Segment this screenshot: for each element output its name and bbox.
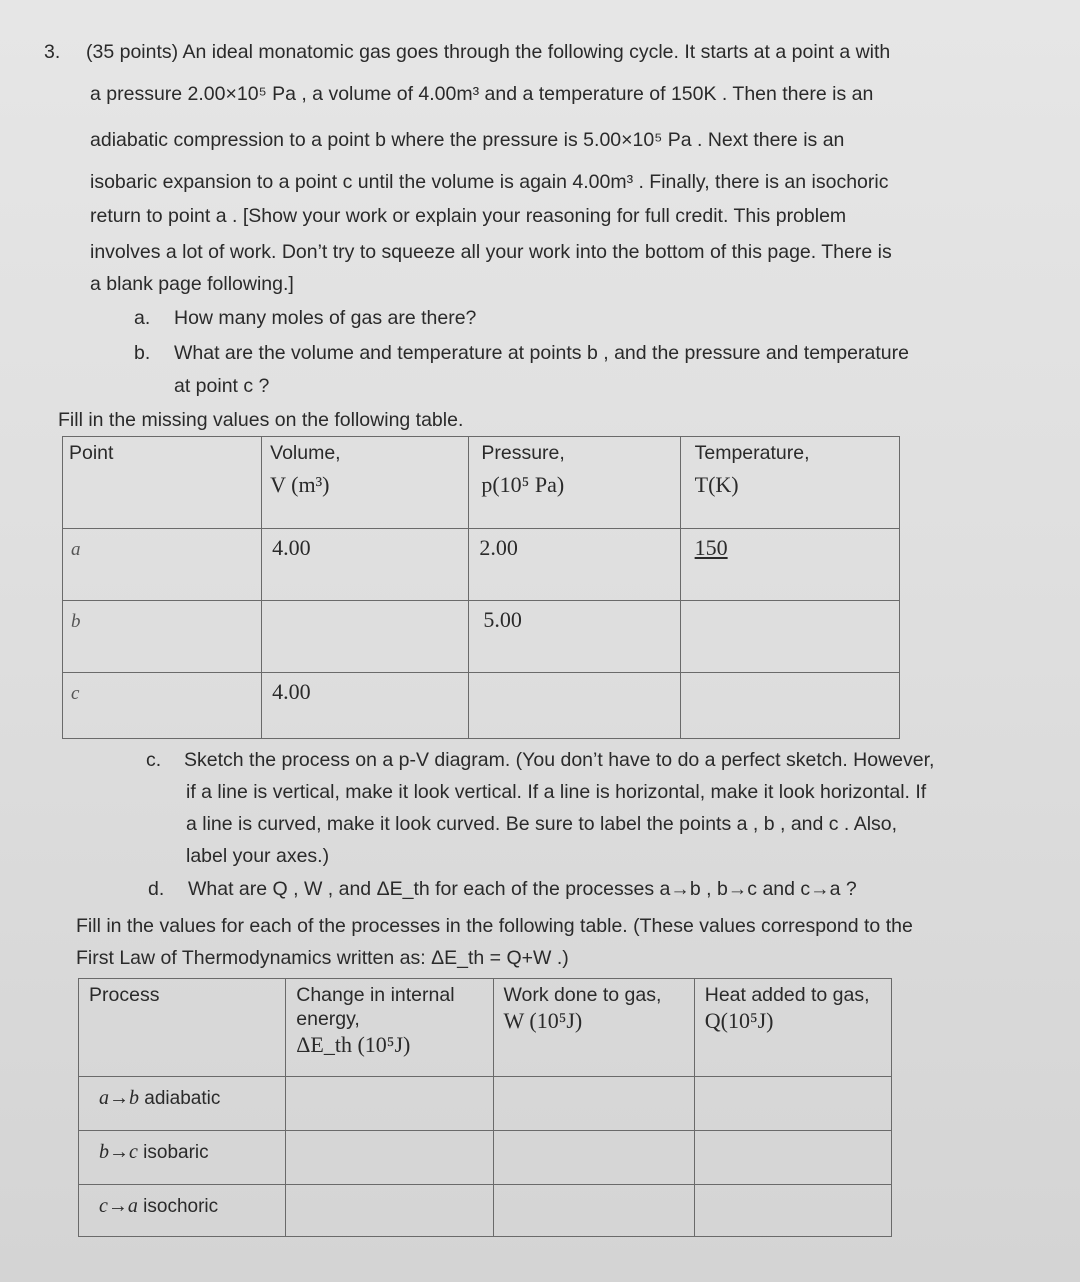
table-row bbox=[63, 673, 900, 739]
table-row bbox=[79, 1185, 892, 1237]
work-ca-cell[interactable] bbox=[493, 1185, 694, 1237]
process-bc: b→c bbox=[99, 1141, 138, 1163]
intro-line-7: a blank page following.] bbox=[90, 273, 294, 295]
part-c-line-4: label your axes.) bbox=[186, 845, 330, 867]
intro-line-4: isobaric expansion to a point c until the volume is again 4.00m³ . Finally, there is an isochoric bbox=[90, 171, 889, 193]
heat-ca-cell[interactable] bbox=[694, 1185, 891, 1237]
volume-a: 4.00 bbox=[272, 535, 311, 560]
header-energy-line-1: Change in internal bbox=[296, 984, 455, 1006]
table2-caption-line-2: First Law of Thermodynamics written as: ΔE_th = Q+W .) bbox=[76, 947, 569, 969]
table-row bbox=[79, 1131, 892, 1185]
header-volume-unit: V (m³) bbox=[270, 472, 330, 497]
process-table bbox=[78, 978, 892, 1237]
temperature-c[interactable] bbox=[681, 673, 899, 685]
header-work-unit: W (10⁵J) bbox=[503, 1008, 583, 1033]
table-row bbox=[63, 601, 900, 673]
temperature-b[interactable] bbox=[681, 601, 899, 613]
part-c-line-3: a line is curved, make it look curved. Be sure to label the points a , b , and c . Also, bbox=[186, 813, 898, 835]
volume-b[interactable] bbox=[262, 601, 468, 613]
header-point: Point bbox=[69, 442, 114, 464]
table-row bbox=[79, 1077, 892, 1131]
point-b: b bbox=[71, 611, 81, 632]
intro-line-2: a pressure 2.00×10⁵ Pa , a volume of 4.00m³ and a temperature of 150K . Then there is an bbox=[90, 83, 874, 105]
part-c-line-1: Sketch the process on a p-V diagram. (You don’t have to do a perfect sketch. However, bbox=[184, 749, 935, 771]
work-ab-cell[interactable] bbox=[493, 1077, 694, 1131]
point-a: a bbox=[71, 539, 81, 560]
temperature-a: 150 bbox=[694, 535, 728, 560]
part-b-line-1: What are the volume and temperature at points b , and the pressure and temperature bbox=[174, 342, 909, 364]
pressure-b: 5.00 bbox=[483, 607, 522, 632]
process-bc-kind: isobaric bbox=[143, 1142, 209, 1163]
part-d-text: What are Q , W , and ΔE_th for each of the processes a→b , b→c and c→a ? bbox=[188, 878, 857, 900]
intro-line-6: involves a lot of work. Don’t try to squeeze all your work into the bottom of this page. There is bbox=[90, 241, 892, 263]
energy-ca-cell[interactable] bbox=[286, 1185, 493, 1237]
table-row bbox=[63, 529, 900, 601]
state-table bbox=[62, 436, 900, 739]
heat-bc-cell[interactable] bbox=[694, 1131, 891, 1185]
part-b-line-2: at point c ? bbox=[174, 375, 270, 397]
problem-number: 3. bbox=[44, 41, 61, 63]
header-volume: Volume, bbox=[270, 442, 341, 464]
intro-line-1: (35 points) An ideal monatomic gas goes through the following cycle. It starts at a point a with bbox=[86, 41, 891, 63]
energy-bc-cell[interactable] bbox=[286, 1131, 493, 1185]
part-b-label: b. bbox=[134, 342, 151, 364]
intro-line-3: adiabatic compression to a point b where the pressure is 5.00×10⁵ Pa . Next there is an bbox=[90, 129, 845, 151]
header-temperature: Temperature, bbox=[694, 442, 810, 464]
work-bc-cell[interactable] bbox=[493, 1131, 694, 1185]
table1-caption: Fill in the missing values on the following table. bbox=[58, 409, 464, 431]
table2-caption-line-1: Fill in the values for each of the processes in the following table. (These values correspond to the bbox=[76, 915, 913, 937]
header-work: Work done to gas, bbox=[503, 984, 662, 1006]
process-table-header bbox=[79, 979, 892, 1077]
header-temperature-unit: T(K) bbox=[694, 472, 739, 497]
intro-line-5: return to point a . [Show your work or explain your reasoning for full credit. This problem bbox=[90, 205, 847, 227]
header-pressure-unit: p(10⁵ Pa) bbox=[481, 472, 565, 497]
header-heat: Heat added to gas, bbox=[704, 984, 870, 1006]
pressure-a: 2.00 bbox=[479, 535, 518, 560]
volume-c: 4.00 bbox=[272, 679, 311, 704]
part-d-label: d. bbox=[148, 878, 165, 900]
pressure-c[interactable] bbox=[469, 673, 679, 685]
energy-ab-cell[interactable] bbox=[286, 1077, 493, 1131]
header-energy-unit: ΔE_th (10⁵J) bbox=[296, 1032, 411, 1057]
header-heat-unit: Q(10⁵J) bbox=[704, 1008, 774, 1033]
part-c-line-2: if a line is vertical, make it look vertical. If a line is horizontal, make it look horizontal. If bbox=[186, 781, 927, 803]
process-ca-kind: isochoric bbox=[143, 1196, 219, 1217]
part-a-label: a. bbox=[134, 307, 151, 329]
process-ca: c→a bbox=[99, 1195, 138, 1217]
state-table-header bbox=[63, 437, 900, 529]
point-c: c bbox=[71, 683, 80, 704]
part-a-text: How many moles of gas are there? bbox=[174, 307, 477, 329]
part-c-label: c. bbox=[146, 749, 162, 771]
process-ab-kind: adiabatic bbox=[144, 1088, 221, 1109]
header-energy-line-2: energy, bbox=[296, 1008, 360, 1030]
header-pressure: Pressure, bbox=[481, 442, 565, 464]
header-process: Process bbox=[89, 984, 160, 1006]
process-ab: a→b bbox=[99, 1087, 139, 1109]
heat-ab-cell[interactable] bbox=[694, 1077, 891, 1131]
